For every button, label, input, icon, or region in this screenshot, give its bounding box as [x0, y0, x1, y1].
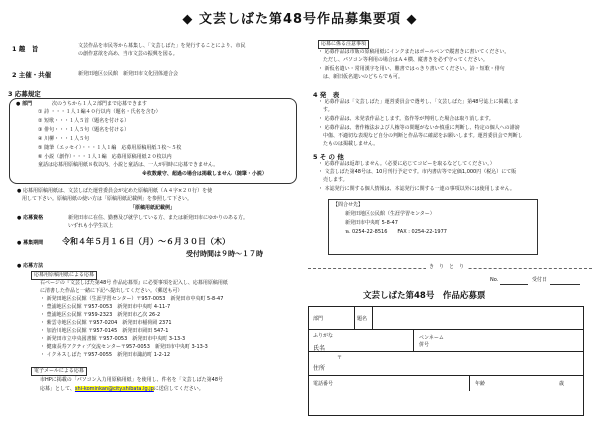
form-receipt-line	[550, 284, 580, 285]
email-address-link[interactable]: shi-kominkan@city.shibata.lg.jp	[74, 386, 154, 392]
place-item: ・ 健康長寿アクティブ交流センター〒957-0053 新発田市中央町 3-13-3	[40, 344, 208, 350]
kikan-label: ● 募集期間	[17, 240, 44, 246]
page-title: ◆ 文芸しばた第48号作品募集要項 ◆	[182, 12, 418, 27]
entry-form	[308, 306, 584, 416]
shikaku-text-2: いずれも小学生以上	[68, 223, 114, 229]
form-receipt-label: 受付日	[532, 277, 548, 283]
email-entry-lead: 応募」として、	[40, 386, 75, 392]
genkou-text-2: 用して下さい。原稿用紙の使い方は「原稿用紙記載例」を参照して下さい。	[17, 196, 193, 202]
sonota-item: ・ 本誌発行に関する個人情報は、本誌発行に関する一連の事項以外には使用しません。	[318, 186, 515, 192]
cut-label: き り と り	[426, 264, 467, 271]
place-item: ・ 新発田市立中央図書館 〒957-0053 新発田市中央町 3-13-3	[40, 336, 186, 342]
form-penname-label: ペンネーム 併号	[419, 335, 444, 348]
form-no-label: No.	[490, 277, 499, 283]
shikaku-label: ● 応募資格	[17, 215, 44, 221]
notes-item: ただし、パソコン等利用の場合はＡ４横、縦書きを必ず守ってください。	[318, 57, 488, 63]
bumon-label: ● 部門	[16, 101, 33, 107]
happyou-item: ・ 応募作品は「文芸しばた」運営委員会で選考し、「文芸しばた」第48号誌上に掲載しま	[318, 99, 519, 105]
place-item: ・ 紫雲寺地区公民館 〒957-0204 新発田市稲荷岡 2371	[40, 320, 172, 326]
form-tel-input[interactable]	[349, 375, 470, 391]
form-daimei-label: 題名	[357, 316, 368, 322]
form-title: 文芸しばた第48号 作品応募票	[363, 291, 486, 301]
bumon-item: ⑥ 小説（創作）・・・１人１編 応募用原稿用紙２０枚以内	[38, 154, 172, 160]
place-item: ・ 加治川地区公民館 〒957-0145 新発田市岡田 547-1	[40, 328, 169, 334]
form-bumon-label: 部門	[313, 316, 324, 322]
bumon-item: 童話は応募用原稿用紙８枚以内、小説と童話は、一人が同時に応募できません。	[38, 162, 219, 168]
section-2-text: 新発田地区公民館 新発田市文化団体連合会	[78, 71, 179, 77]
section-2-heading: 2 主催・共催	[12, 71, 52, 79]
section-1-heading: 1 趣 旨	[12, 45, 39, 53]
form-tel-label: 電話番号	[313, 381, 334, 387]
section-4-heading: 4 発 表	[313, 91, 340, 99]
kikan-dates: 令和４年５月１６日（月）～６月３０日（木）	[62, 237, 230, 246]
section-1-line-2: の創作意欲を高め、当市文芸の振興を図る。	[78, 51, 178, 57]
form-sai-label: 歳	[559, 381, 565, 387]
place-item: ・ 豊浦地区公民館 〒959-2323 新発田市乙次 26-2	[40, 312, 161, 318]
postal-entry-text-1: 右ページの『文芸しばた第48号 作品応募票』に必要事項を記入し、応募用原稿用紙	[40, 280, 228, 286]
place-item: ・ イクネスしばた 〒957-0055 新発田市諏訪町 1-2-12	[40, 352, 171, 358]
shikaku-text-1: 新発田市に在住、勤務及び就学している方、または新発田市にゆかりのある方。	[68, 215, 249, 221]
happyou-item: ・ 応募作品は、未発表作品とします。盗作等が判明した場合は取り消します。	[318, 116, 494, 122]
bumon-intro: 次のうちから１人２部門まで応募できます	[52, 101, 148, 107]
genkou-sample-ref: 「原稿用紙記載例」	[130, 205, 176, 211]
form-furigana-label: ふりがな	[313, 333, 334, 339]
happyou-item: 中傷、不適切な表現など自分の判断と作品等に確認をお願いします。運営委員会で判断し	[318, 133, 523, 139]
notes-item: ・ 新仮名遣い・常用漢字を用い、難書ではっきり書いてください。詩・短歌・俳句	[318, 66, 505, 72]
form-address-input[interactable]	[331, 351, 583, 375]
uketsuke-hours: 受付時間は９時～１７時	[186, 250, 263, 258]
form-daimei-input[interactable]	[372, 307, 583, 329]
contact-line: 新発田市中央町 5-8-47	[345, 220, 398, 226]
form-jusho-label: 住所	[313, 365, 326, 372]
section-3-heading: 3 応募規定	[8, 90, 41, 98]
email-entry-text-1: 市HPに掲載の「パソコン入力用原稿用紙」を使用し、件名を「文芸しばた第48号	[40, 377, 224, 383]
contact-line: ℡ 0254-22-8516 FAX : 0254-22-1977	[345, 229, 447, 235]
happyou-item: す。	[318, 107, 333, 113]
sonota-item: ・ 応募作品は返却しません。（必要に応じてコピーを取るなどしてください。）	[318, 161, 495, 167]
form-age-input[interactable]	[494, 375, 554, 391]
form-no-line	[500, 284, 528, 285]
contact-line: 新発田地区公民館（生涯学習センター）	[345, 211, 435, 217]
email-entry-text-2	[40, 386, 204, 393]
email-entry-tag: 電子メールによる応募	[31, 367, 87, 376]
genkou-text-1: ● 応募用原稿用紙は、文芸しばた運営委員会が定めた原稿用紙（Ａ４字×２０行）を使	[17, 188, 213, 194]
happyou-item: たものは掲載しません。	[318, 141, 379, 147]
sonota-item: 売します。	[318, 177, 348, 183]
happyou-item: ・ 応募作品は、著作権法および人権等の問題がないか慎重に判断し、特定の個人への誹謗	[318, 125, 520, 131]
notes-tag: 応募に係る注意事項	[318, 40, 369, 49]
postal-entry-tag: 応募用原稿用紙による応募	[31, 271, 97, 280]
bumon-note: ※枚数厳守、超過の場合は掲載しません（随筆・小説）	[142, 171, 267, 177]
place-item: ・ 新発田地区公民館（生涯学習センター）〒957-0053 新発田市中央町 5-8-47	[40, 296, 224, 302]
sonota-item: ・ 文芸しばた第48号は、10月刊行予定です。市内書店等で定価1,000円（税込）にて販	[318, 169, 517, 175]
form-shimei-label: 氏名	[313, 345, 326, 352]
place-item: ・ 豊浦地区公民館 〒957-0053 新発田市中央町 4-11-7	[40, 304, 171, 310]
houhou-label: ● 応募方法	[17, 263, 44, 269]
form-postal-mark: 〒	[337, 355, 343, 361]
form-age-label: 年齢	[475, 381, 486, 387]
postal-entry-text-2: に清書した作品と一緒に下記へ提出してください。（郵送も可）	[40, 288, 183, 294]
bumon-item: ② 短歌・・・１人５首（題名を付ける）	[38, 118, 130, 124]
form-name-input[interactable]	[331, 329, 414, 351]
section-5-heading: 5 そ の 他	[313, 153, 344, 161]
bumon-item: ③ 俳句・・・１人５句（題名を付ける）	[38, 127, 130, 133]
section-1-line-1: 文芸作品を市民等から募集し、「文芸しばた」を発行することにより、市民	[78, 43, 246, 49]
bumon-item: ⑤ 随筆（エッセイ）・・・１人１編 応募用原稿用紙３枚～５枚	[38, 145, 182, 151]
bumon-item: ④ 川柳・・・１人５句	[38, 136, 90, 142]
notes-item: は、新旧仮名遣いのどちらでも可。	[318, 74, 403, 80]
notes-item: ・ 応募作品は市販の原稿用紙にインクまたはボールペンで縦書きに書いてください。	[318, 49, 510, 55]
email-entry-tail: に送信してください。	[153, 386, 204, 392]
contact-label: 【問合せ先】	[333, 202, 364, 208]
bumon-item: ① 詩 ・・・１人１編４０行以内（題名・氏名を含む）	[38, 109, 161, 115]
form-penname-input[interactable]	[459, 329, 583, 351]
